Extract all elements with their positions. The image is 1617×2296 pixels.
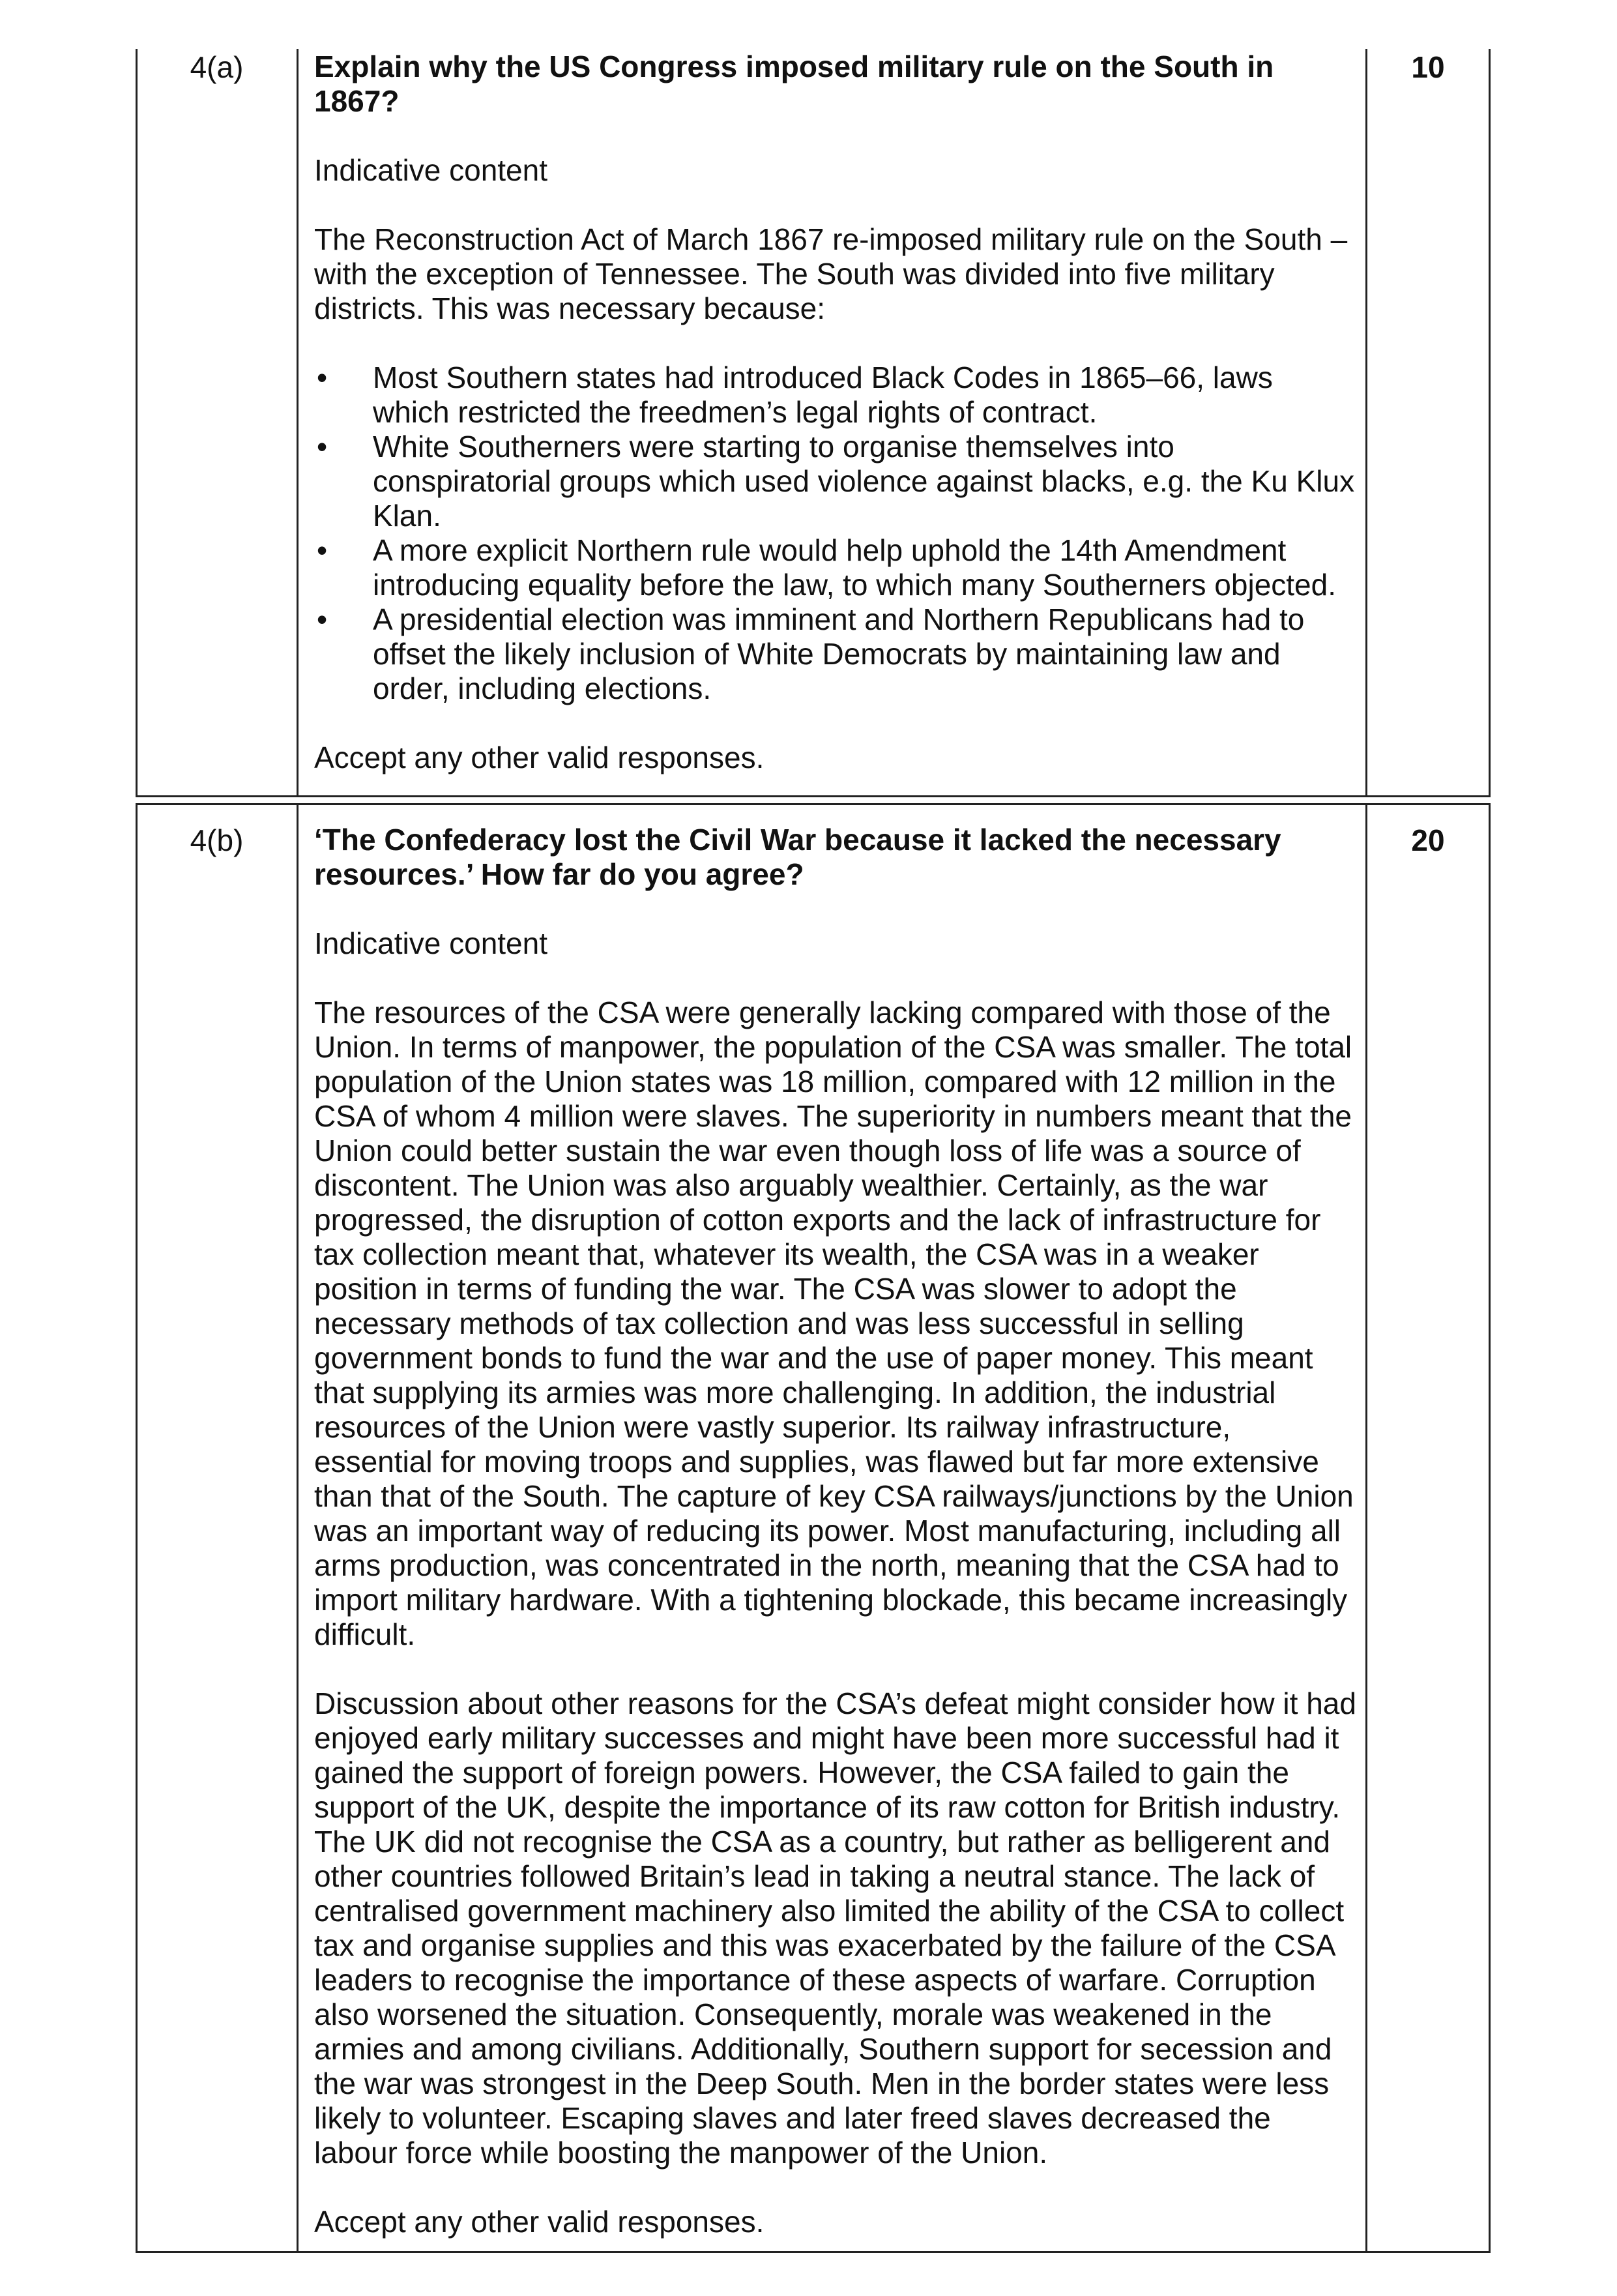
table-border-right	[1489, 49, 1491, 797]
body-paragraph: The resources of the CSA were generally lacking compared with those of the Union. In terms of manpower, the population of the CSA was smaller. The total population of the Union states was 18 million, compared with 12 million in the CSA of whom 4 million were slaves. The superiority in numbers meant that the Union could better sustain the war even though loss of life was a source of discontent. The Union was also arguably wealthier. Certainly, as the war progressed, the disruption of cotton exports and the lack of infrastructure for tax collection meant that, whatever its wealth, the CSA was in a weaker position in terms of funding the war. The CSA was slower to adopt the necessary methods of tax collection and was less successful in selling government bonds to fund the war and the use of paper money. This meant that supplying its armies was more challenging. In addition, the industrial resources of the Union were vastly superior. Its railway infrastructure, essential for moving troops and supplies, was flawed but far more extensive than that of the South. The capture of key CSA railways/junctions by the Union was an important way of reducing its power. Most manufacturing, including all arms production, was concentrated in the north, meaning that the CSA had to import military hardware. With a tightening blockade, this became increasingly difficult.	[314, 995, 1354, 1651]
bullet-list	[314, 361, 1357, 706]
bullet-icon: •	[317, 430, 328, 464]
list-item: • A presidential election was imminent and Northern Republicans had to offset the likely inclusion of White Democrats by maintaining law and order, including elections.	[317, 602, 1305, 705]
intro-paragraph: The Reconstruction Act of March 1867 re-imposed military rule on the South – with the exception of Tennessee. The South was divided into five military districts. This was necessary because:	[314, 222, 1348, 325]
closing-note: Accept any other valid responses.	[314, 2205, 765, 2239]
table-divider-qnum	[297, 49, 299, 797]
question-number: 4(b)	[190, 823, 244, 857]
bullet-icon: •	[317, 602, 328, 636]
list-item: • A more explicit Northern rule would help uphold the 14th Amendment introducing equality before the law, to which many Southerners objected.	[317, 533, 1336, 602]
question-number: 4(a)	[190, 50, 244, 84]
row-separator-bottom	[136, 803, 1491, 805]
list-item: • Most Southern states had introduced Black Codes in 1865–66, laws which restricted the freedmen’s legal rights of contract.	[317, 361, 1273, 429]
question-marks: 10	[1411, 50, 1445, 84]
table-divider-marks	[1365, 803, 1367, 2253]
question-content	[314, 823, 1357, 2239]
indicative-content-label: Indicative content	[314, 926, 548, 960]
list-item: • White Southerners were starting to organise themselves into conspiratorial groups which used violence against blacks, e.g. the Ku Klux Klan.	[317, 430, 1355, 533]
bullet-icon: •	[317, 361, 328, 394]
body-paragraph: Discussion about other reasons for the CSA’s defeat might consider how it had enjoyed early military successes and might have been more successful had it gained the support of foreign powers. However, the CSA failed to gain the support of the UK, despite the importance of its raw cotton for British industry. The UK did not recognise the CSA as a country, but rather as belligerent and other countries followed Britain’s lead in taking a neutral stance. The lack of centralised government machinery also limited the ability of the CSA to collect tax and organise supplies and this was exacerbated by the failure of the CSA leaders to recognise the importance of these aspects of warfare. Corruption also worsened the situation. Consequently, morale was weakened in the armies and among civilians. Additionally, Southern support for secession and the war was strongest in the Deep South. Men in the border states were less likely to volunteer. Escaping slaves and later freed slaves decreased the labour force while boosting the manpower of the Union.	[314, 1686, 1356, 2170]
question-marks: 20	[1411, 823, 1445, 857]
question-content	[314, 50, 1357, 775]
question-text: ‘The Confederacy lost the Civil War because it lacked the necessary resources.’ How far do you agree?	[314, 823, 1281, 891]
row-separator-top	[136, 795, 1491, 797]
table-divider-qnum	[297, 803, 299, 2253]
table-border-left	[136, 49, 138, 797]
indicative-content-label: Indicative content	[314, 153, 548, 187]
bullet-icon: •	[317, 533, 328, 567]
question-text: Explain why the US Congress imposed military rule on the South in 1867?	[314, 50, 1274, 118]
closing-note: Accept any other valid responses.	[314, 741, 765, 774]
table-border-left	[136, 803, 138, 2253]
table-border-right	[1489, 803, 1491, 2253]
table-divider-marks	[1365, 49, 1367, 797]
table-border-bottom	[136, 2251, 1491, 2253]
